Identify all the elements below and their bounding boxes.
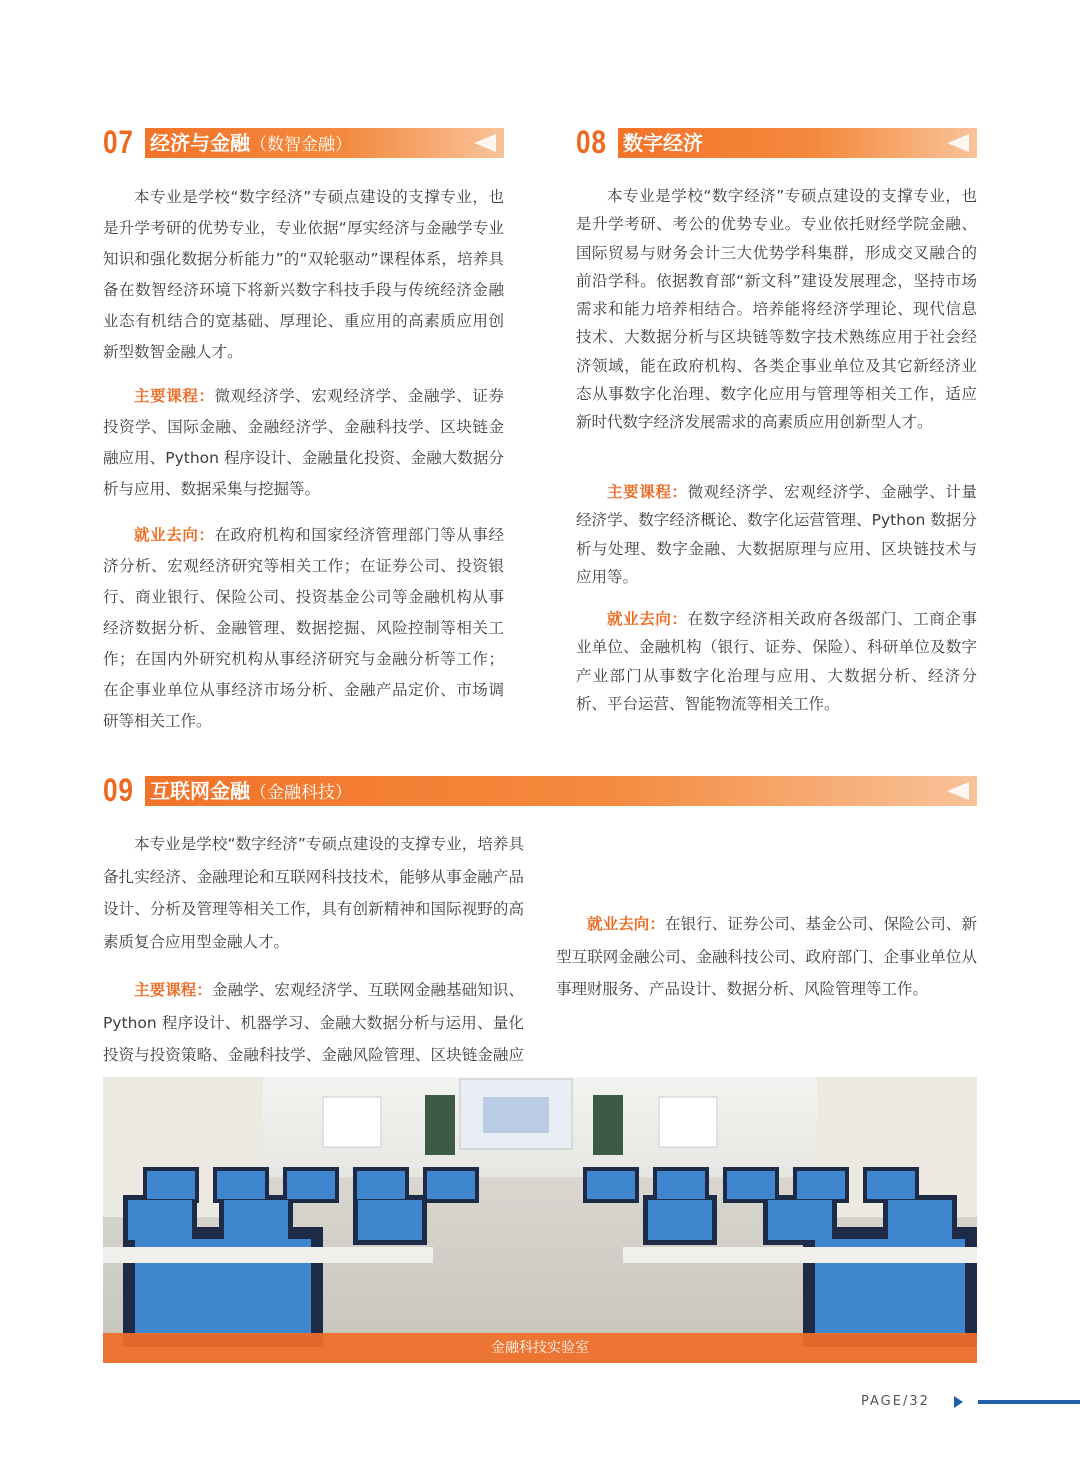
section-07-intro: 本专业是学校“数字经济”专硕点建设的支撑专业，也是升学考研的优势专业，专业依据“厚实经济与金融学专业知识和强化数据分析能力”的“双轮驱动”课程体系，培养具备在数智经济环境下将新兴数字科技手段与传统经济金融业态有机结合的宽基础、厚理论、重应用的高素质应用创新型数智金融人才。 <box>103 188 504 361</box>
courses-label: 主要课程： <box>134 387 215 405</box>
page-number: PAGE/32 <box>861 1394 930 1409</box>
left-arrow-icon <box>947 782 969 800</box>
section-08-header <box>576 124 977 160</box>
lab-photo <box>103 1077 977 1363</box>
section-07-title-bar <box>145 128 504 158</box>
section-09-header <box>103 772 977 808</box>
section-08-title-bar <box>618 128 977 158</box>
section-09-title: 互联网金融 <box>150 779 250 803</box>
career-label: 就业去向： <box>134 526 215 544</box>
left-arrow-icon <box>947 134 969 152</box>
section-08-career: 就业去向：在数字经济相关政府各级部门、工商企事业单位、金融机构（银行、证券、保险）、科研单位及数字产业部门从事数字化治理与应用、大数据分析、经济分析、平台运营、智能物流等相关工作。 <box>576 610 977 713</box>
section-07-title: 经济与金融 <box>150 131 250 155</box>
right-triangle-icon <box>954 1396 963 1408</box>
section-07-career: 就业去向：在政府机构和国家经济管理部门等从事经济分析、宏观经济研究等相关工作；在证券公司、投资银行、商业银行、保险公司、投资基金公司等金融机构从事经济数据分析、金融管理、数据挖掘、风险控制等相关工作；在国内外研究机构从事经济研究与金融分析等工作；在企事业单位从事经济市场分析、金融产品定价、市场调研等相关工作。 <box>103 526 504 730</box>
section-09-title-bar <box>145 776 977 806</box>
classroom-illustration <box>103 1077 977 1363</box>
career-label: 就业去向： <box>587 915 666 933</box>
section-07-subtitle: （数智金融） <box>250 135 352 155</box>
section-09-courses: 主要课程：金融学、宏观经济学、互联网金融基础知识、Python 程序设计、机器学习、金融大数据分析与运用、量化投资与投资策略、金融科技学、金融风险管理、区块链金融应 <box>103 981 524 1064</box>
section-07-number: 07 <box>103 124 134 160</box>
section-09-intro: 本专业是学校“数字经济”专硕点建设的支撑专业，培养具备扎实经济、金融理论和互联网科技技术，能够从事金融产品设计、分析及管理等相关工作，具有创新精神和国际视野的高素质复合应用型金融人才。 <box>103 835 524 951</box>
section-08-courses: 主要课程：微观经济学、宏观经济学、金融学、计量经济学、数字经济概论、数字化运营管理、Python 数据分析与处理、数字金融、大数据原理与应用、区块链技术与应用等。 <box>576 483 977 586</box>
section-09-number: 09 <box>103 772 134 808</box>
footer-line <box>978 1400 1080 1404</box>
section-08-intro: 本专业是学校“数字经济”专硕点建设的支撑专业，也是升学考研、考公的优势专业。专业依托财经学院金融、国际贸易与财务会计三大优势学科集群，形成交叉融合的前沿学科。依据教育部“新文科”建设发展理念，坚持市场需求和能力培养相结合。培养能将经济学理论、现代信息技术、大数据分析与区块链等数字技术熟练应用于社会经济领域，能在政府机构、各类企事业单位及其它新经济业态从事数字化治理、数字化应用与管理等相关工作，适应新时代数字经济发展需求的高素质应用创新型人才。 <box>576 187 977 432</box>
section-09-career: 就业去向：在银行、证券公司、基金公司、保险公司、新型互联网金融公司、金融科技公司、政府部门、企事业单位从事理财服务、产品设计、数据分析、风险管理等工作。 <box>556 915 977 998</box>
section-07-header <box>103 124 504 160</box>
left-arrow-icon <box>474 134 496 152</box>
courses-label: 主要课程： <box>607 483 688 501</box>
section-08-number: 08 <box>576 124 607 160</box>
career-label: 就业去向： <box>607 610 688 628</box>
section-09-subtitle: （金融科技） <box>250 783 352 803</box>
section-08-title: 数字经济 <box>623 131 703 155</box>
courses-label: 主要课程： <box>134 981 213 999</box>
photo-caption: 金融科技实验室 <box>103 1333 977 1363</box>
section-07-courses: 主要课程：微观经济学、宏观经济学、金融学、证券投资学、国际金融、金融经济学、金融科技学、区块链金融应用、Python 程序设计、金融量化投资、金融大数据分析与应用、数据采集与挖掘等。 <box>103 387 504 498</box>
